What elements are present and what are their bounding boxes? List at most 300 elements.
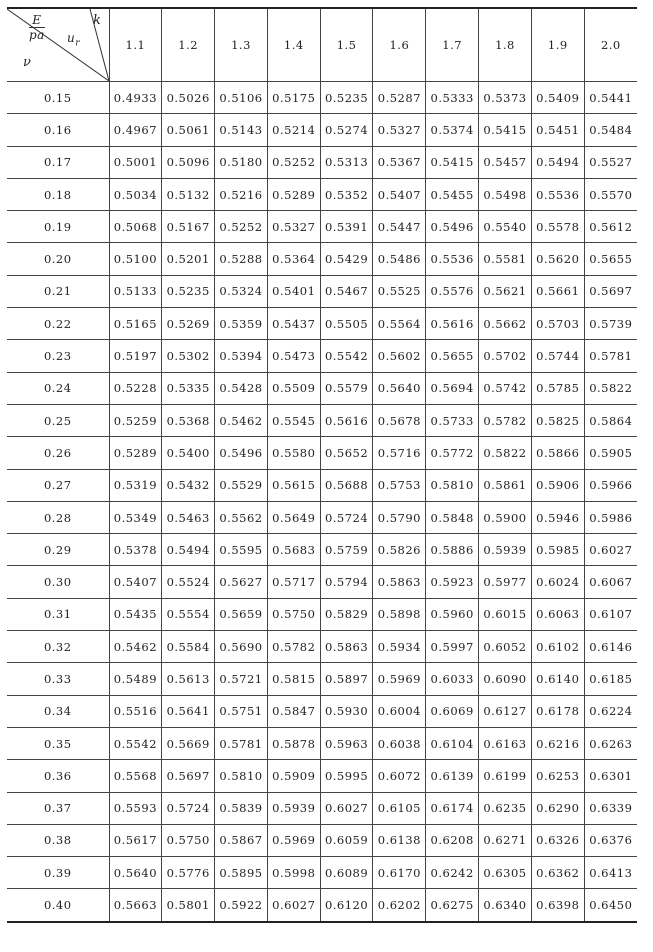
- table-cell: 0.5593: [109, 792, 162, 824]
- table-cell: 0.5570: [584, 178, 637, 210]
- table-row: [7, 404, 637, 436]
- table-cell: 0.5407: [373, 178, 426, 210]
- table-cell: 0.5678: [373, 404, 426, 436]
- table-cell: 0.5457: [479, 146, 532, 178]
- table-cell: 0.5963: [320, 727, 373, 759]
- table-cell: 0.5562: [215, 501, 268, 533]
- table-cell: 0.6362: [531, 857, 584, 889]
- table-cell: 0.6127: [479, 695, 532, 727]
- table-cell: 0.5863: [373, 566, 426, 598]
- table-row: [7, 663, 637, 695]
- table-row: [7, 308, 637, 340]
- table-cell: 0.5289: [267, 178, 320, 210]
- table-cell: 0.5613: [162, 663, 215, 695]
- table-cell: 0.5753: [373, 469, 426, 501]
- table-row: [7, 340, 637, 372]
- table-cell: 0.5751: [215, 695, 268, 727]
- table-cell: 0.5269: [162, 308, 215, 340]
- row-header-nu: 0.26: [7, 437, 109, 469]
- table-cell: 0.5655: [426, 340, 479, 372]
- table-cell: 0.5627: [215, 566, 268, 598]
- table-cell: 0.5750: [267, 598, 320, 630]
- col-header: 1.6: [373, 8, 426, 82]
- table-cell: 0.5744: [531, 340, 584, 372]
- table-cell: 0.5462: [215, 404, 268, 436]
- table-cell: 0.6216: [531, 727, 584, 759]
- table-cell: 0.5772: [426, 437, 479, 469]
- table-row: [7, 824, 637, 856]
- table-cell: 0.5848: [426, 501, 479, 533]
- table-cell: 0.5739: [584, 308, 637, 340]
- table-cell: 0.5886: [426, 534, 479, 566]
- table-cell: 0.6104: [426, 727, 479, 759]
- row-header-nu: 0.35: [7, 727, 109, 759]
- table-cell: 0.5781: [215, 727, 268, 759]
- table-cell: 0.5781: [584, 340, 637, 372]
- table-cell: 0.5716: [373, 437, 426, 469]
- table-cell: 0.5394: [215, 340, 268, 372]
- table-cell: 0.5995: [320, 760, 373, 792]
- row-header-nu: 0.37: [7, 792, 109, 824]
- table-cell: 0.5612: [584, 211, 637, 243]
- table-cell: 0.6059: [320, 824, 373, 856]
- table-cell: 0.5595: [215, 534, 268, 566]
- table-cell: 0.6170: [373, 857, 426, 889]
- table-cell: 0.5977: [479, 566, 532, 598]
- table-cell: 0.6163: [479, 727, 532, 759]
- table-cell: 0.5415: [426, 146, 479, 178]
- table-cell: 0.5688: [320, 469, 373, 501]
- table-cell: 0.5197: [109, 340, 162, 372]
- table-cell: 0.5946: [531, 501, 584, 533]
- table-cell: 0.6027: [584, 534, 637, 566]
- table-cell: 0.5659: [215, 598, 268, 630]
- table-cell: 0.5661: [531, 275, 584, 307]
- table-cell: 0.6275: [426, 889, 479, 922]
- table-cell: 0.5302: [162, 340, 215, 372]
- row-header-nu: 0.29: [7, 534, 109, 566]
- table-cell: 0.5934: [373, 631, 426, 663]
- row-header-nu: 0.38: [7, 824, 109, 856]
- table-cell: 0.5652: [320, 437, 373, 469]
- table-cell: 0.5750: [162, 824, 215, 856]
- table-cell: 0.5810: [426, 469, 479, 501]
- table-cell: 0.5861: [479, 469, 532, 501]
- table-cell: 0.5776: [162, 857, 215, 889]
- table-cell: 0.5359: [215, 308, 268, 340]
- corner-denominator: pa: [29, 28, 45, 42]
- table-cell: 0.5866: [531, 437, 584, 469]
- table-cell: 0.6413: [584, 857, 637, 889]
- table-cell: 0.5640: [373, 372, 426, 404]
- table-row: [7, 566, 637, 598]
- col-header: 1.2: [162, 8, 215, 82]
- table-cell: 0.5863: [320, 631, 373, 663]
- table-cell: 0.5703: [531, 308, 584, 340]
- table-cell: 0.5669: [162, 727, 215, 759]
- table-cell: 0.5822: [479, 437, 532, 469]
- table-cell: 0.5621: [479, 275, 532, 307]
- table-cell: 0.5579: [320, 372, 373, 404]
- table-cell: 0.5922: [215, 889, 268, 922]
- table-cell: 0.6450: [584, 889, 637, 922]
- table-cell: 0.5373: [479, 82, 532, 114]
- table-cell: 0.5930: [320, 695, 373, 727]
- table-row: [7, 178, 637, 210]
- table-cell: 0.6027: [320, 792, 373, 824]
- table-cell: 0.5826: [373, 534, 426, 566]
- table-cell: 0.5985: [531, 534, 584, 566]
- table-cell: 0.5274: [320, 114, 373, 146]
- table-cell: 0.4933: [109, 82, 162, 114]
- table-cell: 0.6052: [479, 631, 532, 663]
- table-cell: 0.5167: [162, 211, 215, 243]
- table-row: [7, 889, 637, 922]
- table-cell: 0.5540: [479, 211, 532, 243]
- table-row: [7, 82, 637, 114]
- table-cell: 0.6199: [479, 760, 532, 792]
- table-cell: 0.5580: [267, 437, 320, 469]
- table-cell: 0.5175: [267, 82, 320, 114]
- table-cell: 0.5545: [267, 404, 320, 436]
- table-cell: 0.5939: [267, 792, 320, 824]
- table-row: [7, 857, 637, 889]
- table-cell: 0.5463: [162, 501, 215, 533]
- table-cell: 0.5252: [267, 146, 320, 178]
- table-cell: 0.5106: [215, 82, 268, 114]
- row-header-nu: 0.31: [7, 598, 109, 630]
- table-cell: 0.5909: [267, 760, 320, 792]
- table-cell: 0.5289: [109, 437, 162, 469]
- table-cell: 0.6069: [426, 695, 479, 727]
- table-cell: 0.6090: [479, 663, 532, 695]
- corner-fraction: [29, 13, 45, 42]
- col-header: 1.1: [109, 8, 162, 82]
- table-cell: 0.5640: [109, 857, 162, 889]
- table-cell: 0.6376: [584, 824, 637, 856]
- table-cell: 0.5415: [479, 114, 532, 146]
- table-cell: 0.5641: [162, 695, 215, 727]
- table-cell: 0.5327: [373, 114, 426, 146]
- table-cell: 0.5536: [426, 243, 479, 275]
- table-cell: 0.5026: [162, 82, 215, 114]
- table-cell: 0.6138: [373, 824, 426, 856]
- row-header-nu: 0.40: [7, 889, 109, 922]
- table-cell: 0.5986: [584, 501, 637, 533]
- table-cell: 0.5364: [267, 243, 320, 275]
- table-cell: 0.5554: [162, 598, 215, 630]
- table-cell: 0.5133: [109, 275, 162, 307]
- col-header: 1.5: [320, 8, 373, 82]
- col-header: 1.4: [267, 8, 320, 82]
- table-cell: 0.6038: [373, 727, 426, 759]
- table-cell: 0.6263: [584, 727, 637, 759]
- table-cell: 0.5143: [215, 114, 268, 146]
- table-cell: 0.5790: [373, 501, 426, 533]
- table-cell: 0.5288: [215, 243, 268, 275]
- table-cell: 0.5897: [320, 663, 373, 695]
- table-cell: 0.5581: [479, 243, 532, 275]
- table-row: [7, 695, 637, 727]
- table-row: [7, 372, 637, 404]
- header-row: [7, 8, 637, 82]
- table-cell: 0.5649: [267, 501, 320, 533]
- row-header-nu: 0.34: [7, 695, 109, 727]
- table-cell: 0.5742: [479, 372, 532, 404]
- table-row: [7, 727, 637, 759]
- table-cell: 0.5367: [373, 146, 426, 178]
- table-cell: 0.6024: [531, 566, 584, 598]
- table-cell: 0.5235: [320, 82, 373, 114]
- row-header-nu: 0.22: [7, 308, 109, 340]
- table-cell: 0.5615: [267, 469, 320, 501]
- table-cell: 0.5486: [373, 243, 426, 275]
- row-header-nu: 0.28: [7, 501, 109, 533]
- table-cell: 0.5235: [162, 275, 215, 307]
- col-header: 1.7: [426, 8, 479, 82]
- table-cell: 0.5447: [373, 211, 426, 243]
- table-row: [7, 469, 637, 501]
- table-cell: 0.5428: [215, 372, 268, 404]
- table-cell: 0.5319: [109, 469, 162, 501]
- corner-col-var: k: [93, 13, 102, 28]
- table-cell: 0.5524: [162, 566, 215, 598]
- table-row: [7, 598, 637, 630]
- table-row: [7, 243, 637, 275]
- row-header-nu: 0.23: [7, 340, 109, 372]
- table-cell: 0.5287: [373, 82, 426, 114]
- table-cell: 0.5349: [109, 501, 162, 533]
- table-cell: 0.5228: [109, 372, 162, 404]
- table-cell: 0.6224: [584, 695, 637, 727]
- table-cell: 0.5697: [162, 760, 215, 792]
- table-cell: 0.5451: [531, 114, 584, 146]
- table-cell: 0.5683: [267, 534, 320, 566]
- col-header: 1.3: [215, 8, 268, 82]
- table-cell: 0.5724: [162, 792, 215, 824]
- table-cell: 0.5825: [531, 404, 584, 436]
- table-cell: 0.6174: [426, 792, 479, 824]
- table-cell: 0.5584: [162, 631, 215, 663]
- table-cell: 0.5839: [215, 792, 268, 824]
- table-cell: 0.5401: [267, 275, 320, 307]
- table-cell: 0.5407: [109, 566, 162, 598]
- table-cell: 0.5905: [584, 437, 637, 469]
- row-header-nu: 0.17: [7, 146, 109, 178]
- col-header: 1.9: [531, 8, 584, 82]
- table-cell: 0.5864: [584, 404, 637, 436]
- table-cell: 0.5496: [215, 437, 268, 469]
- table-cell: 0.5542: [320, 340, 373, 372]
- table-cell: 0.5165: [109, 308, 162, 340]
- table-cell: 0.5498: [479, 178, 532, 210]
- row-header-nu: 0.15: [7, 82, 109, 114]
- table-cell: 0.5822: [584, 372, 637, 404]
- row-header-nu: 0.30: [7, 566, 109, 598]
- table-cell: 0.6339: [584, 792, 637, 824]
- table-cell: 0.6139: [426, 760, 479, 792]
- table-cell: 0.5441: [584, 82, 637, 114]
- table-cell: 0.5201: [162, 243, 215, 275]
- table-cell: 0.5529: [215, 469, 268, 501]
- table-cell: 0.5782: [267, 631, 320, 663]
- table-cell: 0.5494: [531, 146, 584, 178]
- table-body: [7, 82, 637, 922]
- table-cell: 0.5489: [109, 663, 162, 695]
- table-cell: 0.5467: [320, 275, 373, 307]
- table-cell: 0.5690: [215, 631, 268, 663]
- table-cell: 0.5352: [320, 178, 373, 210]
- row-header-nu: 0.16: [7, 114, 109, 146]
- table-cell: 0.5617: [109, 824, 162, 856]
- table-cell: 0.5100: [109, 243, 162, 275]
- table-cell: 0.5578: [531, 211, 584, 243]
- table-cell: 0.5061: [162, 114, 215, 146]
- table-row: [7, 760, 637, 792]
- corner-header-cell: [7, 8, 109, 82]
- table-cell: 0.5527: [584, 146, 637, 178]
- col-header: 2.0: [584, 8, 637, 82]
- table-cell: 0.5324: [215, 275, 268, 307]
- row-header-nu: 0.33: [7, 663, 109, 695]
- table-cell: 0.5794: [320, 566, 373, 598]
- table-cell: 0.5801: [162, 889, 215, 922]
- table-cell: 0.6105: [373, 792, 426, 824]
- table-cell: 0.5616: [426, 308, 479, 340]
- table-cell: 0.5313: [320, 146, 373, 178]
- table-cell: 0.5214: [267, 114, 320, 146]
- table-cell: 0.5484: [584, 114, 637, 146]
- table-cell: 0.5437: [267, 308, 320, 340]
- row-header-nu: 0.18: [7, 178, 109, 210]
- table-cell: 0.5333: [426, 82, 479, 114]
- table-cell: 0.5568: [109, 760, 162, 792]
- table-cell: 0.5939: [479, 534, 532, 566]
- table-cell: 0.5923: [426, 566, 479, 598]
- table-cell: 0.5969: [373, 663, 426, 695]
- row-header-nu: 0.32: [7, 631, 109, 663]
- table-row: [7, 114, 637, 146]
- table-cell: 0.6242: [426, 857, 479, 889]
- row-header-nu: 0.19: [7, 211, 109, 243]
- table-cell: 0.5409: [531, 82, 584, 114]
- table-cell: 0.5721: [215, 663, 268, 695]
- row-header-nu: 0.21: [7, 275, 109, 307]
- row-header-nu: 0.27: [7, 469, 109, 501]
- table-cell: 0.6178: [531, 695, 584, 727]
- table-cell: 0.5998: [267, 857, 320, 889]
- table-cell: 0.5496: [426, 211, 479, 243]
- table-cell: 0.6067: [584, 566, 637, 598]
- table-cell: 0.5180: [215, 146, 268, 178]
- table-cell: 0.6033: [426, 663, 479, 695]
- table-cell: 0.5494: [162, 534, 215, 566]
- table-cell: 0.6202: [373, 889, 426, 922]
- table-row: [7, 631, 637, 663]
- table-cell: 0.5900: [479, 501, 532, 533]
- table-cell: 0.6253: [531, 760, 584, 792]
- table-cell: 0.5435: [109, 598, 162, 630]
- table-cell: 0.6027: [267, 889, 320, 922]
- table-cell: 0.6326: [531, 824, 584, 856]
- table-cell: 0.5655: [584, 243, 637, 275]
- table-cell: 0.5815: [267, 663, 320, 695]
- table-cell: 0.5400: [162, 437, 215, 469]
- corner-factor: [67, 31, 80, 48]
- table-cell: 0.5327: [267, 211, 320, 243]
- table-cell: 0.6305: [479, 857, 532, 889]
- table-cell: 0.5001: [109, 146, 162, 178]
- table-row: [7, 501, 637, 533]
- table-cell: 0.5616: [320, 404, 373, 436]
- table-cell: 0.5542: [109, 727, 162, 759]
- table-cell: 0.5847: [267, 695, 320, 727]
- table-cell: 0.5432: [162, 469, 215, 501]
- table-cell: 0.5462: [109, 631, 162, 663]
- table-cell: 0.5724: [320, 501, 373, 533]
- table-cell: 0.5759: [320, 534, 373, 566]
- table-cell: 0.5895: [215, 857, 268, 889]
- table-cell: 0.6089: [320, 857, 373, 889]
- table-cell: 0.4967: [109, 114, 162, 146]
- corner-numerator: E: [29, 13, 45, 28]
- corner-row-var: ν: [23, 55, 32, 70]
- table-cell: 0.6015: [479, 598, 532, 630]
- table-cell: 0.6146: [584, 631, 637, 663]
- table-cell: 0.5335: [162, 372, 215, 404]
- table-cell: 0.6004: [373, 695, 426, 727]
- table-row: [7, 534, 637, 566]
- table-cell: 0.6185: [584, 663, 637, 695]
- table-row: [7, 146, 637, 178]
- corner-factor-symbol: u: [67, 31, 76, 45]
- row-header-nu: 0.36: [7, 760, 109, 792]
- table-cell: 0.5878: [267, 727, 320, 759]
- row-header-nu: 0.20: [7, 243, 109, 275]
- row-header-nu: 0.24: [7, 372, 109, 404]
- table-cell: 0.5663: [109, 889, 162, 922]
- table-cell: 0.5429: [320, 243, 373, 275]
- table-cell: 0.5576: [426, 275, 479, 307]
- table-cell: 0.5509: [267, 372, 320, 404]
- table-cell: 0.5867: [215, 824, 268, 856]
- table-cell: 0.6235: [479, 792, 532, 824]
- table-cell: 0.6340: [479, 889, 532, 922]
- table-cell: 0.5378: [109, 534, 162, 566]
- table-row: [7, 437, 637, 469]
- table-cell: 0.5516: [109, 695, 162, 727]
- table-cell: 0.5525: [373, 275, 426, 307]
- table-cell: 0.6072: [373, 760, 426, 792]
- corner-factor-subscript: r: [75, 38, 81, 49]
- table-row: [7, 211, 637, 243]
- row-header-nu: 0.25: [7, 404, 109, 436]
- table-cell: 0.5717: [267, 566, 320, 598]
- table-cell: 0.5829: [320, 598, 373, 630]
- table-cell: 0.5252: [215, 211, 268, 243]
- table-cell: 0.5034: [109, 178, 162, 210]
- table-cell: 0.5969: [267, 824, 320, 856]
- table-cell: 0.6290: [531, 792, 584, 824]
- table-cell: 0.5505: [320, 308, 373, 340]
- table-cell: 0.5602: [373, 340, 426, 372]
- table-cell: 0.6120: [320, 889, 373, 922]
- table-cell: 0.5473: [267, 340, 320, 372]
- table-cell: 0.5898: [373, 598, 426, 630]
- table-cell: 0.5259: [109, 404, 162, 436]
- table-cell: 0.5368: [162, 404, 215, 436]
- table-cell: 0.5564: [373, 308, 426, 340]
